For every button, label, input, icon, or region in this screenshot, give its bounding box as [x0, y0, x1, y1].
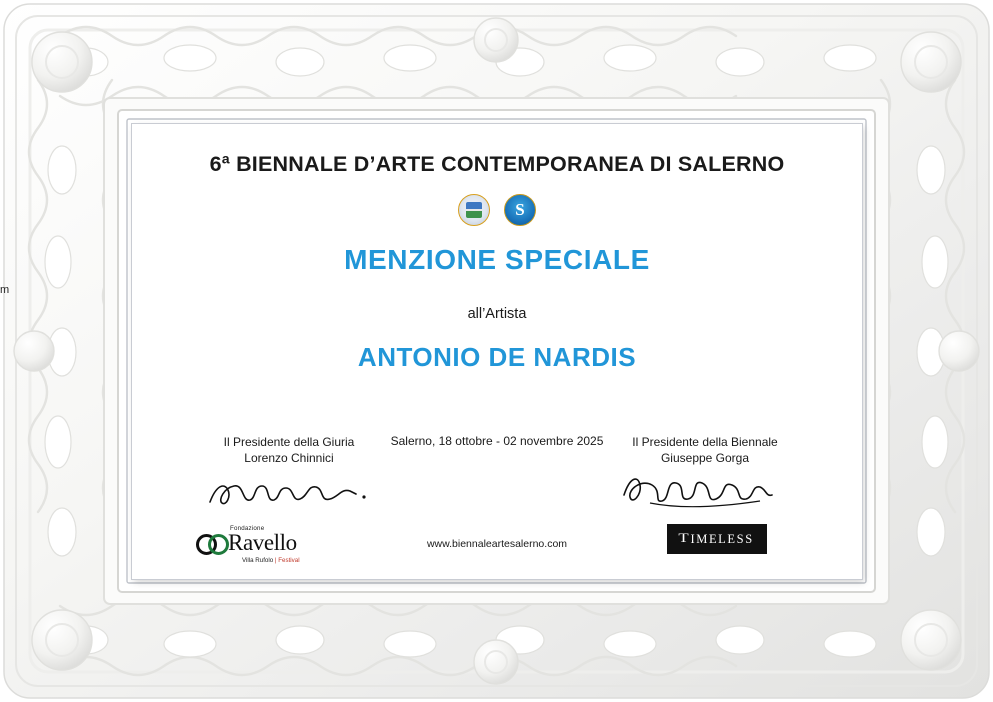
- ravello-subtitle-right: Festival: [278, 557, 300, 564]
- website-url: www.biennaleartesalerno.com: [426, 538, 568, 550]
- recipient-name: ANTONIO DE NARDIS: [357, 342, 637, 372]
- jury-signature-icon: [204, 472, 374, 514]
- jury-role: Il Presidente della Giuria: [223, 435, 355, 449]
- biennale-signature-icon: [620, 469, 790, 511]
- award-title: MENZIONE SPECIALE: [344, 244, 650, 275]
- ravello-subtitle-separator: |: [274, 557, 277, 564]
- comune-di-salerno-crest-icon: [458, 194, 490, 226]
- certificate-title: 6ª BIENNALE D’ARTE CONTEMPORANEA DI SALERNO: [209, 152, 785, 176]
- recipient-label: all’Artista: [467, 306, 527, 322]
- biennale-name: Giuseppe Gorga: [660, 451, 750, 466]
- certificate-paper: [132, 124, 862, 579]
- jury-name: Lorenzo Chinnici: [244, 451, 334, 466]
- ravello-subtitle-left: Villa Rufolo: [242, 557, 274, 564]
- ravello-foundation-label: Fondazione: [230, 525, 265, 532]
- provincia-di-salerno-crest-icon: [504, 194, 536, 226]
- timeless-logo-lead: T: [678, 530, 692, 545]
- ravello-subtitle: [242, 557, 300, 564]
- edge-artifact-text: m: [0, 284, 10, 296]
- timeless-logo-rest: IMELESS: [690, 531, 754, 546]
- biennale-role: Il Presidente della Biennale: [632, 435, 778, 449]
- ravello-rings-icon: [196, 534, 228, 550]
- biennale-signature-block: [590, 434, 820, 466]
- ravello-name: Ravello: [228, 530, 297, 555]
- timeless-logo: [667, 524, 767, 554]
- ravello-festival-logo: [194, 524, 344, 570]
- place-and-date: Salerno, 18 ottobre - 02 novembre 2025: [390, 434, 604, 448]
- institution-logos: [132, 194, 862, 226]
